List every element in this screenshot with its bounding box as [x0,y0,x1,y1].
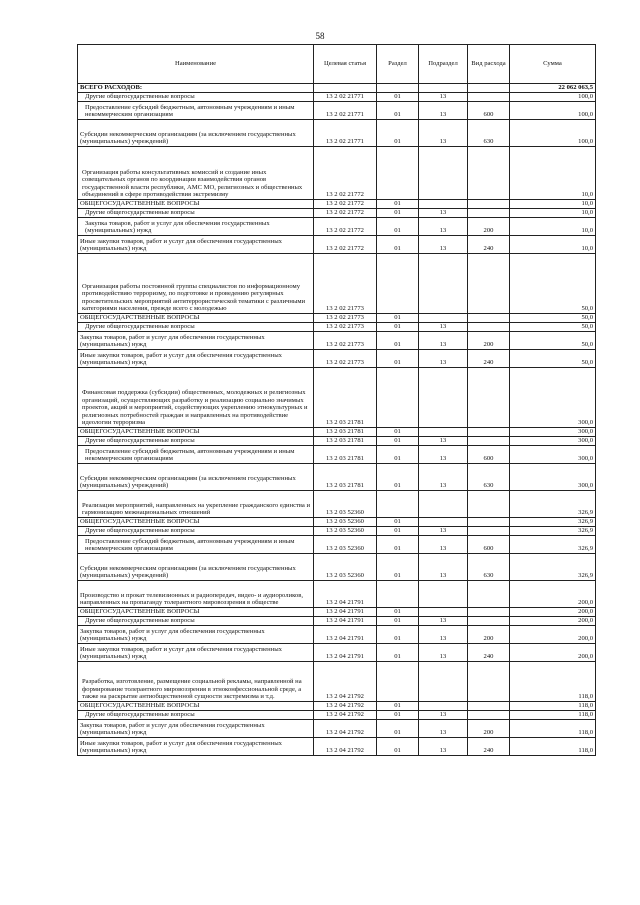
row-section: 01 [377,323,419,332]
table-row [78,446,596,464]
table-row [78,644,596,662]
row-kind [468,368,510,428]
table-row [78,608,596,617]
row-sum: 300,0 [510,437,596,446]
row-sum: 22 062 063,5 [510,84,596,93]
row-sum: 300,0 [510,368,596,428]
row-kind [468,617,510,626]
row-section: 01 [377,527,419,536]
row-name: ВСЕГО РАСХОДОВ: [78,84,314,93]
row-kind [468,702,510,711]
row-code: 13 2 03 52360 [314,518,377,527]
row-sum: 118,0 [510,738,596,756]
row-name: Производство и прокат телевизионных и радиопередач, видео- и аудиороликов, направленных на пропаганду толерантного мировоззрения в обществе [78,581,314,608]
row-code: 13 2 03 52360 [314,536,377,554]
row-code: 13 2 04 21791 [314,581,377,608]
table-row [78,702,596,711]
row-kind: 240 [468,350,510,368]
row-code: 13 2 02 21772 [314,218,377,236]
row-code: 13 2 04 21792 [314,662,377,702]
row-name: Предоставление субсидий бюджетным, автономным учреждениям и иным некоммерческим организациям [78,102,314,120]
row-name: ОБЩЕГОСУДАРСТВЕННЫЕ ВОПРОСЫ [78,314,314,323]
row-section: 01 [377,711,419,720]
table-row [78,581,596,608]
row-code: 13 2 03 21781 [314,368,377,428]
table-row [78,350,596,368]
row-sum: 326,9 [510,527,596,536]
row-code: 13 2 04 21791 [314,608,377,617]
row-sum: 10,0 [510,218,596,236]
row-name: Реализация мероприятий, направленных на укрепление гражданского единства и гармонизацию межнациональных отношений [78,491,314,518]
row-section: 01 [377,464,419,491]
row-name: Закупка товаров, работ и услуг для обеспечения государственных (муниципальных) нужд [78,626,314,644]
row-kind [468,323,510,332]
row-code: 13 2 03 21781 [314,464,377,491]
row-sum: 326,9 [510,491,596,518]
table-row [78,626,596,644]
row-kind [468,662,510,702]
row-sum: 300,0 [510,464,596,491]
row-name: ОБЩЕГОСУДАРСТВЕННЫЕ ВОПРОСЫ [78,428,314,437]
table-row [78,464,596,491]
table-row [78,554,596,581]
row-code: 13 2 03 52360 [314,491,377,518]
row-section: 01 [377,218,419,236]
row-kind [468,254,510,314]
row-section [377,662,419,702]
table-row [78,437,596,446]
header-code: Целевая статья [314,45,377,84]
row-subsection [419,702,468,711]
row-section [377,491,419,518]
row-code: 13 2 02 21773 [314,254,377,314]
table-row [78,527,596,536]
row-name: ОБЩЕГОСУДАРСТВЕННЫЕ ВОПРОСЫ [78,608,314,617]
row-section: 01 [377,720,419,738]
row-code: 13 2 04 21791 [314,644,377,662]
row-kind: 600 [468,446,510,464]
row-kind: 600 [468,102,510,120]
header-kind: Вид расхода [468,45,510,84]
row-code: 13 2 02 21771 [314,102,377,120]
row-subsection: 13 [419,720,468,738]
row-kind: 600 [468,536,510,554]
row-code: 13 2 02 21772 [314,200,377,209]
row-kind [468,209,510,218]
row-section: 01 [377,314,419,323]
row-code: 13 2 02 21772 [314,147,377,200]
row-section: 01 [377,93,419,102]
row-subsection [419,608,468,617]
row-sum: 118,0 [510,662,596,702]
table-row [78,738,596,756]
row-name: Предоставление субсидий бюджетным, автономным учреждениям и иным некоммерческим организациям [78,536,314,554]
row-section: 01 [377,209,419,218]
row-section: 01 [377,554,419,581]
row-subsection [419,662,468,702]
row-section: 01 [377,236,419,254]
row-code: 13 2 02 21773 [314,314,377,323]
row-sum: 10,0 [510,200,596,209]
row-section: 01 [377,626,419,644]
header-section: Раздел [377,45,419,84]
row-sum: 10,0 [510,209,596,218]
table-row [78,218,596,236]
row-sum: 300,0 [510,428,596,437]
row-section: 01 [377,350,419,368]
row-sum: 200,0 [510,626,596,644]
row-name: Организация работы консультативных комиссий и создание иных совещательных органов по координации взаимодействия органов государственной власти республики, АМС МО, религиозных и общественных объединений в сфере противодействия экстремизму [78,147,314,200]
table-row [78,84,596,93]
row-section: 01 [377,738,419,756]
table-row [78,93,596,102]
table-row [78,209,596,218]
table-row [78,323,596,332]
row-name: Иные закупки товаров, работ и услуг для обеспечения государственных (муниципальных) нужд [78,738,314,756]
row-section: 01 [377,437,419,446]
row-subsection: 13 [419,446,468,464]
row-subsection: 13 [419,350,468,368]
row-subsection [419,200,468,209]
row-code: 13 2 03 21781 [314,428,377,437]
table-row [78,711,596,720]
row-code [314,84,377,93]
table-row [78,314,596,323]
row-code: 13 2 02 21772 [314,236,377,254]
row-name: Субсидии некоммерческим организациям (за исключением государственных (муниципальных) учреждений) [78,554,314,581]
row-code: 13 2 02 21772 [314,209,377,218]
row-code: 13 2 03 52360 [314,527,377,536]
row-kind: 200 [468,720,510,738]
row-subsection: 13 [419,626,468,644]
row-section [377,84,419,93]
row-subsection: 13 [419,332,468,350]
table-row [78,518,596,527]
row-name: Организация работы постоянной группы специалистов по информационному противодействию терроризму, по подготовке и проведению регулярных просветительских мероприятий антитеррористической тематики с различными категориями населения, прежде всего с молодежью [78,254,314,314]
row-code: 13 2 04 21791 [314,617,377,626]
row-name: Закупка товаров, работ и услуг для обеспечения государственных (муниципальных) нужд [78,218,314,236]
row-subsection [419,254,468,314]
table-row [78,147,596,200]
row-kind [468,581,510,608]
row-section [377,147,419,200]
row-kind [468,428,510,437]
header-sum: Сумма [510,45,596,84]
table-row [78,617,596,626]
budget-table [77,44,596,756]
row-name: Субсидии некоммерческим организациям (за исключением государственных (муниципальных) учреждений) [78,464,314,491]
row-name: Другие общегосударственные вопросы [78,437,314,446]
row-name: Закупка товаров, работ и услуг для обеспечения государственных (муниципальных) нужд [78,332,314,350]
table-body [78,84,596,756]
row-subsection: 13 [419,527,468,536]
row-kind [468,147,510,200]
row-sum: 100,0 [510,120,596,147]
row-subsection [419,368,468,428]
row-section: 01 [377,120,419,147]
row-section: 01 [377,617,419,626]
row-subsection: 13 [419,738,468,756]
row-name: ОБЩЕГОСУДАРСТВЕННЫЕ ВОПРОСЫ [78,200,314,209]
row-name: Разработка, изготовление, размещение социальной рекламы, направленной на формирование толерантного мировоззрения в этноконфессиональной среде, а также на раскрытие антиобщественной сущности экстремизма и т.д. [78,662,314,702]
row-section: 01 [377,446,419,464]
row-name: Другие общегосударственные вопросы [78,527,314,536]
row-name: Другие общегосударственные вопросы [78,209,314,218]
row-sum: 118,0 [510,702,596,711]
row-kind [468,527,510,536]
table-row [78,428,596,437]
row-name: Другие общегосударственные вопросы [78,323,314,332]
table-header-row [78,45,596,84]
row-code: 13 2 04 21792 [314,738,377,756]
row-code: 13 2 04 21792 [314,702,377,711]
row-kind: 200 [468,626,510,644]
row-subsection: 13 [419,617,468,626]
table-row [78,368,596,428]
row-kind: 200 [468,218,510,236]
row-subsection [419,147,468,200]
row-code: 13 2 02 21771 [314,120,377,147]
row-sum: 50,0 [510,314,596,323]
row-kind: 240 [468,738,510,756]
row-code: 13 2 04 21791 [314,626,377,644]
row-name: Иные закупки товаров, работ и услуг для обеспечения государственных (муниципальных) нужд [78,350,314,368]
row-name: Финансовая поддержка (субсидии) общественных, молодежных и религиозных организаций, осуществляющих разработку и реализацию социально значимых проектов, акций и мероприятий, содействующих укреплению этнокультурных и религиозных потребностей граждан и направленных на противодействие идеологии терроризма [78,368,314,428]
header-name: Наименование [78,45,314,84]
row-subsection [419,581,468,608]
row-sum: 50,0 [510,323,596,332]
row-code: 13 2 04 21792 [314,720,377,738]
row-code: 13 2 02 21771 [314,93,377,102]
row-section: 01 [377,702,419,711]
row-subsection: 13 [419,644,468,662]
row-kind: 630 [468,120,510,147]
row-sum: 300,0 [510,446,596,464]
row-section [377,581,419,608]
row-code: 13 2 03 52360 [314,554,377,581]
row-sum: 100,0 [510,102,596,120]
row-sum: 200,0 [510,581,596,608]
row-name: Иные закупки товаров, работ и услуг для обеспечения государственных (муниципальных) нужд [78,236,314,254]
row-subsection [419,518,468,527]
row-sum: 326,9 [510,554,596,581]
row-code: 13 2 02 21773 [314,332,377,350]
row-sum: 50,0 [510,332,596,350]
row-subsection: 13 [419,236,468,254]
row-kind: 240 [468,644,510,662]
table-row [78,254,596,314]
table-row [78,662,596,702]
row-sum: 200,0 [510,617,596,626]
row-kind [468,84,510,93]
row-name: Закупка товаров, работ и услуг для обеспечения государственных (муниципальных) нужд [78,720,314,738]
row-sum: 200,0 [510,644,596,662]
table-row [78,332,596,350]
row-section: 01 [377,200,419,209]
row-sum: 100,0 [510,93,596,102]
row-section [377,254,419,314]
row-name: Иные закупки товаров, работ и услуг для обеспечения государственных (муниципальных) нужд [78,644,314,662]
table-row [78,200,596,209]
row-name: ОБЩЕГОСУДАРСТВЕННЫЕ ВОПРОСЫ [78,702,314,711]
row-name: ОБЩЕГОСУДАРСТВЕННЫЕ ВОПРОСЫ [78,518,314,527]
row-kind: 200 [468,332,510,350]
row-kind [468,491,510,518]
row-kind [468,314,510,323]
row-kind [468,437,510,446]
row-subsection: 13 [419,554,468,581]
row-sum: 50,0 [510,254,596,314]
row-sum: 50,0 [510,350,596,368]
row-subsection: 13 [419,464,468,491]
row-section: 01 [377,644,419,662]
row-kind [468,93,510,102]
row-subsection: 13 [419,323,468,332]
row-sum: 326,9 [510,518,596,527]
row-section: 01 [377,518,419,527]
row-subsection: 13 [419,218,468,236]
row-code: 13 2 03 21781 [314,437,377,446]
row-sum: 118,0 [510,711,596,720]
row-section: 01 [377,332,419,350]
row-subsection: 13 [419,209,468,218]
row-subsection: 13 [419,102,468,120]
row-kind [468,518,510,527]
row-name: Субсидии некоммерческим организациям (за исключением государственных (муниципальных) учреждений) [78,120,314,147]
row-kind [468,608,510,617]
row-code: 13 2 03 21781 [314,446,377,464]
row-section: 01 [377,102,419,120]
row-sum: 118,0 [510,720,596,738]
row-section: 01 [377,536,419,554]
row-subsection: 13 [419,120,468,147]
row-kind: 630 [468,464,510,491]
row-subsection: 13 [419,711,468,720]
row-name: Другие общегосударственные вопросы [78,93,314,102]
row-subsection [419,491,468,518]
row-sum: 200,0 [510,608,596,617]
row-name: Другие общегосударственные вопросы [78,711,314,720]
row-kind: 240 [468,236,510,254]
page-number: 58 [315,31,325,41]
row-sum: 326,9 [510,536,596,554]
row-subsection: 13 [419,93,468,102]
row-name: Другие общегосударственные вопросы [78,617,314,626]
row-subsection [419,84,468,93]
row-kind [468,200,510,209]
row-section: 01 [377,428,419,437]
row-subsection: 13 [419,536,468,554]
row-subsection: 13 [419,437,468,446]
row-section [377,368,419,428]
row-sum: 10,0 [510,236,596,254]
row-code: 13 2 04 21792 [314,711,377,720]
row-code: 13 2 02 21773 [314,350,377,368]
table-row [78,536,596,554]
table-row [78,720,596,738]
row-name: Предоставление субсидий бюджетным, автономным учреждениям и иным некоммерческим организациям [78,446,314,464]
row-section: 01 [377,608,419,617]
header-subsection: Подраздел [419,45,468,84]
row-subsection [419,428,468,437]
row-kind: 630 [468,554,510,581]
table-row [78,491,596,518]
table-row [78,120,596,147]
row-subsection [419,314,468,323]
table-row [78,102,596,120]
row-code: 13 2 02 21773 [314,323,377,332]
table-row [78,236,596,254]
row-sum: 10,0 [510,147,596,200]
row-kind [468,711,510,720]
